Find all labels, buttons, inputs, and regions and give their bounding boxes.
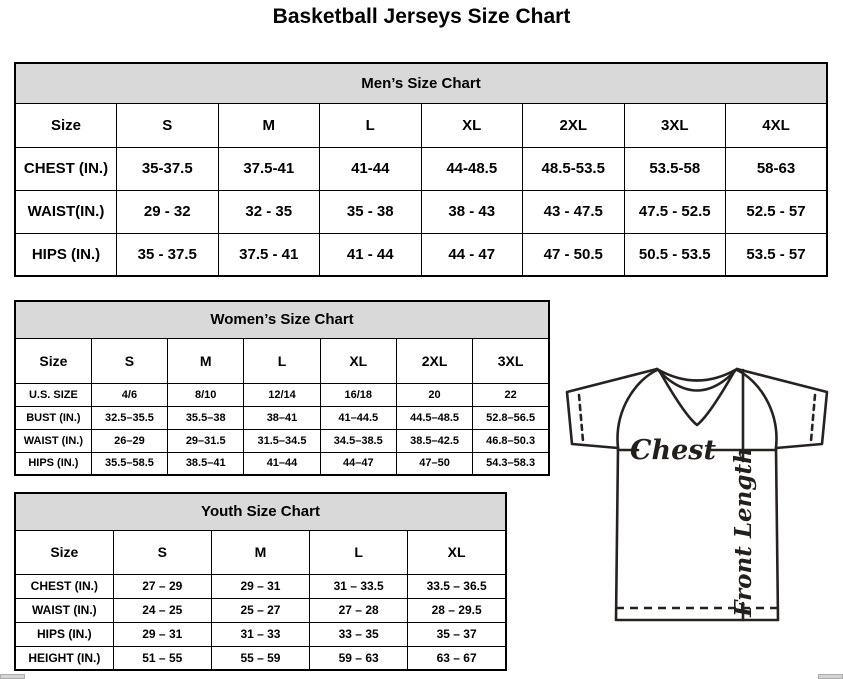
row-label: HIPS (IN.) [15,622,113,646]
size-cell: 55 – 59 [211,646,309,670]
row-label: U.S. SIZE [15,383,91,406]
column-header: Size [15,338,91,383]
size-cell: 35.5–38 [168,406,244,429]
size-cell: 41 - 44 [320,233,422,276]
column-header: 4XL [726,103,828,147]
column-header: S [91,338,167,383]
size-cell: 50.5 - 53.5 [624,233,726,276]
size-cell: 47–50 [396,452,472,475]
size-cell: 44–47 [320,452,396,475]
table-row [15,429,549,452]
size-cell: 32 - 35 [218,190,320,233]
size-cell: 41–44 [244,452,320,475]
column-header: Size [15,103,117,147]
row-label: BUST (IN.) [15,406,91,429]
row-label: WAIST(IN.) [15,190,117,233]
table-row [15,452,549,475]
size-cell: 16/18 [320,383,396,406]
size-cell: 48.5-53.5 [523,147,625,190]
womens-size-table [14,300,550,476]
row-label: CHEST (IN.) [15,574,113,598]
column-header: S [117,103,219,147]
size-cell: 25 – 27 [211,598,309,622]
table-title-womens: Women’s Size Chart [15,301,549,338]
size-cell: 53.5 - 57 [726,233,828,276]
size-cell: 34.5–38.5 [320,429,396,452]
mens-size-table [14,62,828,277]
size-cell: 51 – 55 [113,646,211,670]
size-cell: 37.5 - 41 [218,233,320,276]
size-cell: 31 – 33.5 [310,574,408,598]
size-cell: 53.5-58 [624,147,726,190]
size-cell: 8/10 [168,383,244,406]
size-cell: 35-37.5 [117,147,219,190]
column-header: 2XL [523,103,625,147]
size-cell: 4/6 [91,383,167,406]
size-cell: 29 – 31 [113,622,211,646]
size-cell: 26–29 [91,429,167,452]
size-cell: 27 – 28 [310,598,408,622]
page-title: Basketball Jerseys Size Chart [272,5,571,28]
size-cell: 29–31.5 [168,429,244,452]
size-cell: 46.8–50.3 [473,429,549,452]
size-cell: 24 – 25 [113,598,211,622]
column-header: XL [320,338,396,383]
table-row [15,383,549,406]
size-cell: 37.5-41 [218,147,320,190]
size-cell: 35 - 37.5 [117,233,219,276]
size-cell: 31 – 33 [211,622,309,646]
size-cell: 47.5 - 52.5 [624,190,726,233]
column-header: L [244,338,320,383]
horizontal-scrollbar-left-button[interactable] [0,674,25,679]
row-label: WAIST (IN.) [15,429,91,452]
size-cell: 44-48.5 [421,147,523,190]
jersey-outline-drawing [556,362,838,630]
size-cell: 44 - 47 [421,233,523,276]
horizontal-scrollbar-right-button[interactable] [818,674,843,679]
size-cell: 44.5–48.5 [396,406,472,429]
size-cell: 52.8–56.5 [473,406,549,429]
column-header: S [113,530,211,574]
table-row [15,574,506,598]
size-cell: 29 – 31 [211,574,309,598]
jersey-measurement-diagram [556,362,838,630]
size-cell: 22 [473,383,549,406]
size-cell: 29 - 32 [117,190,219,233]
front-length-label: Front Length [730,447,757,617]
size-cell: 20 [396,383,472,406]
size-cell: 58-63 [726,147,828,190]
size-cell: 59 – 63 [310,646,408,670]
jersey-right-cuff-dashes [811,395,815,441]
row-label: HIPS (IN.) [15,452,91,475]
table-row [15,406,549,429]
column-header: M [218,103,320,147]
size-cell: 28 – 29.5 [408,598,506,622]
table-row [15,190,827,233]
size-cell: 41-44 [320,147,422,190]
table-row [15,147,827,190]
column-header: M [211,530,309,574]
jersey-left-cuff-dashes [579,395,583,441]
row-label: HIPS (IN.) [15,233,117,276]
size-cell: 33.5 – 36.5 [408,574,506,598]
size-cell: 38–41 [244,406,320,429]
size-cell: 27 – 29 [113,574,211,598]
size-cell: 31.5–34.5 [244,429,320,452]
column-header: M [168,338,244,383]
table-row [15,233,827,276]
size-cell: 52.5 - 57 [726,190,828,233]
size-cell: 38 - 43 [421,190,523,233]
chest-label: Chest [630,435,716,466]
size-cell: 33 – 35 [310,622,408,646]
size-cell: 43 - 47.5 [523,190,625,233]
size-cell: 32.5–35.5 [91,406,167,429]
size-cell: 54.3–58.3 [473,452,549,475]
column-header: 2XL [396,338,472,383]
size-cell: 35 – 37 [408,622,506,646]
row-label: WAIST (IN.) [15,598,113,622]
youth-size-table [14,492,507,671]
table-title-mens: Men’s Size Chart [15,63,827,103]
column-header: 3XL [624,103,726,147]
size-cell: 41–44.5 [320,406,396,429]
column-header: Size [15,530,113,574]
size-cell: 47 - 50.5 [523,233,625,276]
size-cell: 38.5–42.5 [396,429,472,452]
size-cell: 38.5–41 [168,452,244,475]
size-cell: 63 – 67 [408,646,506,670]
table-row [15,646,506,670]
column-header: L [310,530,408,574]
row-label: CHEST (IN.) [15,147,117,190]
table-row [15,598,506,622]
column-header: XL [421,103,523,147]
size-cell: 12/14 [244,383,320,406]
table-title-youth: Youth Size Chart [15,493,506,530]
column-header: XL [408,530,506,574]
size-cell: 35 - 38 [320,190,422,233]
column-header: L [320,103,422,147]
row-label: HEIGHT (IN.) [15,646,113,670]
size-cell: 35.5–58.5 [91,452,167,475]
table-row [15,622,506,646]
column-header: 3XL [473,338,549,383]
